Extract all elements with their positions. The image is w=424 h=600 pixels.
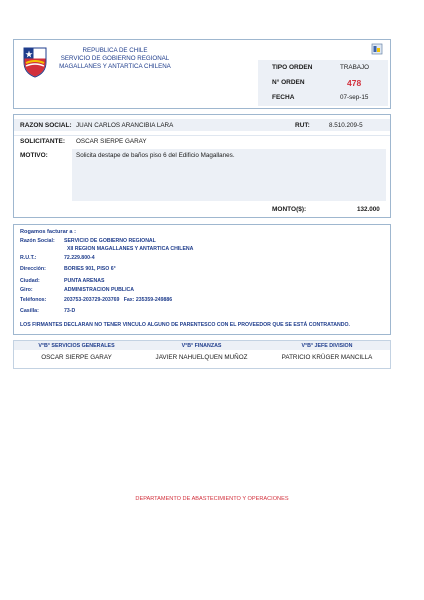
billing-label-giro: Giro: — [20, 287, 33, 293]
fecha-label: FECHA — [272, 94, 295, 101]
signature-name-jefe: PATRICIO KRÜGER MANCILLA — [281, 354, 373, 361]
billing-value-region: XII REGION MAGALLANES Y ANTARTICA CHILENA — [67, 246, 194, 252]
razon-social-label: RAZON SOCIAL: — [20, 122, 72, 129]
signature-name-servicios: OSCAR SIERPE GARAY — [41, 354, 112, 361]
numero-orden-value: 478 — [347, 78, 362, 88]
signature-role-servicios: V°B° SERVICIOS GENERALES — [38, 343, 115, 349]
signatures-box — [13, 340, 391, 369]
header-box — [13, 39, 391, 109]
billing-label-rut: R.U.T.: — [20, 255, 37, 261]
motivo-label: MOTIVO: — [20, 152, 48, 159]
billing-box — [13, 224, 391, 335]
document-icon — [371, 43, 383, 55]
billing-value-razon: SERVICIO DE GOBIERNO REGIONAL — [64, 238, 156, 244]
fecha-value: 07-sep-15 — [340, 94, 369, 101]
solicitante-label: SOLICITANTE: — [20, 138, 66, 145]
signature-name-finanzas: JAVIER NAHUELQUEN MUÑOZ — [155, 354, 248, 361]
rut-label: RUT: — [295, 122, 310, 129]
billing-label-telefonos: Teléfonos: — [20, 297, 47, 303]
government-logo — [22, 46, 48, 78]
header-title-1: REPUBLICA DE CHILE — [82, 47, 148, 54]
billing-label-direccion: Dirección: — [20, 266, 46, 272]
billing-value-rut: 72.229.800-4 — [64, 255, 95, 261]
monto-value: 132.000 — [357, 206, 380, 213]
header-title-3: MAGALLANES Y ANTARTICA CHILENA — [59, 63, 171, 70]
numero-orden-label: N° ORDEN — [272, 79, 305, 86]
billing-value-direccion: BORIES 901, PISO 6° — [64, 266, 116, 272]
signature-role-jefe: V°B° JEFE DIVISION — [301, 343, 353, 349]
tipo-orden-label: TIPO ORDEN — [272, 64, 313, 71]
motivo-value: Solicita destape de baños piso 6 del Edificio Magallanes. — [76, 152, 235, 159]
billing-value-ciudad: PUNTA ARENAS — [64, 278, 105, 284]
footer-department: DEPARTAMENTO DE ABASTECIMIENTO Y OPERACIONES — [135, 496, 289, 502]
solicitante-value: OSCAR SIERPE GARAY — [76, 138, 147, 145]
signature-role-finanzas: V°B° FINANZAS — [181, 343, 222, 349]
billing-label-ciudad: Ciudad: — [20, 278, 40, 284]
header-title-2: SERVICIO DE GOBIERNO REGIONAL — [60, 55, 170, 62]
razon-social-value: JUAN CARLOS ARANCIBIA LARA — [76, 122, 174, 129]
rut-value: 8.510.209-5 — [329, 122, 363, 129]
monto-label: MONTO($): — [272, 206, 307, 213]
detail-box — [13, 114, 391, 218]
tipo-orden-value: TRABAJO — [340, 64, 370, 71]
billing-value-giro: ADMINISTRACION PUBLICA — [64, 287, 135, 293]
billing-value-casilla: 73-D — [64, 308, 76, 314]
billing-label-razon: Razón Social: — [20, 238, 55, 244]
billing-label-casilla: Casilla: — [20, 308, 39, 314]
billing-heading: Rogamos facturar a : — [20, 229, 76, 235]
billing-value-telefonos: 203753-203729-203769 Fax: 235359-249886 — [64, 297, 173, 303]
no-kinship-notice: LOS FIRMANTES DECLARAN NO TENER VINCULO ALGUNO DE PARENTESCO CON EL PROVEEDOR QUE SE ESTÁ CONTRATANDO. — [20, 322, 350, 328]
